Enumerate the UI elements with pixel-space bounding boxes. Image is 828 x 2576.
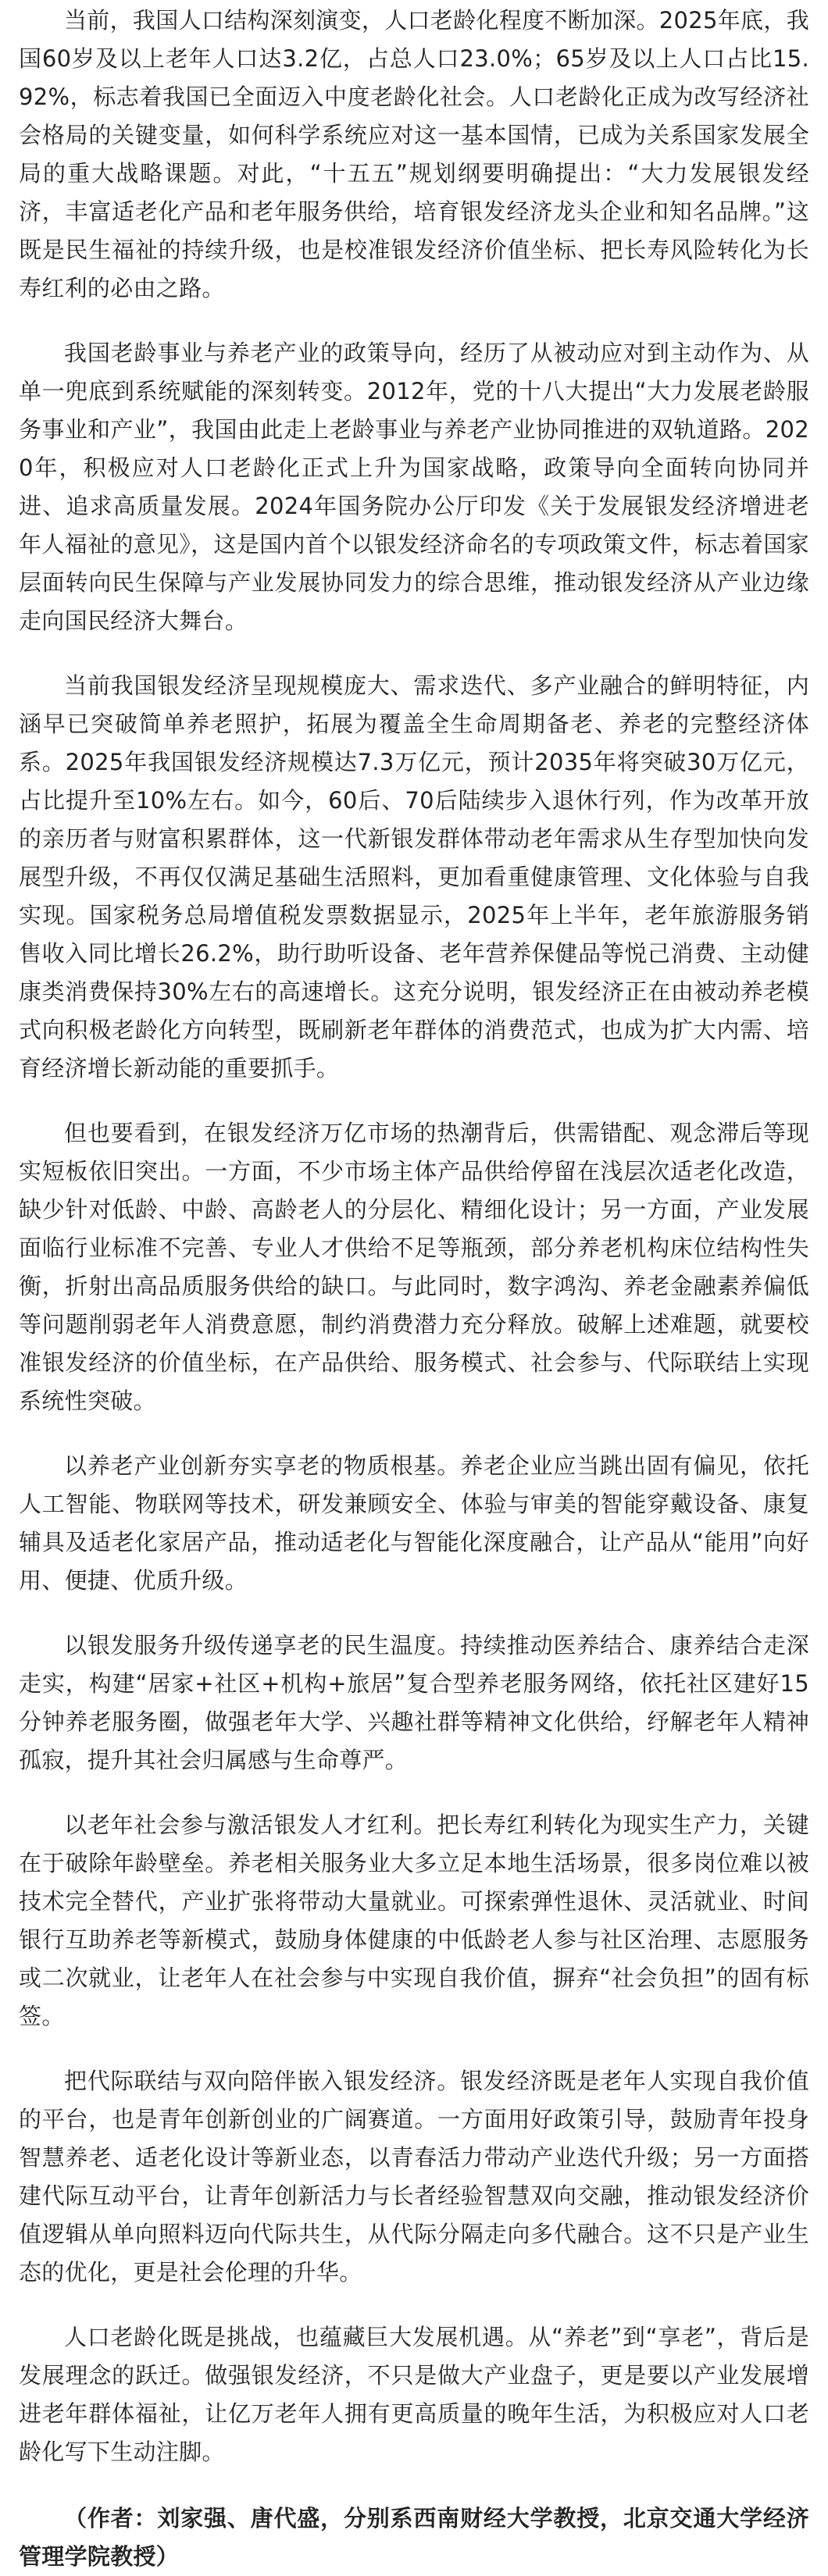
paragraph-policy-evolution: 我国老龄事业与养老产业的政策导向，经历了从被动应对到主动作为、从单一兜底到系统赋能的深刻转变。2012年，党的十八大提出“大力发展老龄服务事业和产业”，我国由此走上老龄事业与养老产业协同推进的双轨道路。2020年，积极应对人口老龄化正式上升为国家战略，政策导向全面转向协同并进、追求高质量发展。2024年国务院办公厅印发《关于发展银发经济增进老年人福祉的意见》，这是国内首个以银发经济命名的专项政策文件，标志着国家层面转向民生保障与产业发展协同发力的综合思维，推动银发经济从产业边缘走向国民经济大舞台。 bbox=[19, 340, 809, 634]
paragraph-shortcomings: 但也要看到，在银发经济万亿市场的热潮背后，供需错配、观念滞后等现实短板依旧突出。一方面，不少市场主体产品供给停留在浅层次适老化改造，缺少针对低龄、中龄、高龄老人的分层化、精细化设计；另一方面，产业发展面临行业标准不完善、专业人才供给不足等瓶颈，部分养老机构床位结构性失衡，折射出高品质服务供给的缺口。与此同时，数字鸿沟、养老金融素养偏低等问题削弱老年人消费意愿，制约消费潜力充分释放。破解上述难题，就要校准银发经济的价值坐标，在产品供给、服务模式、社会参与、代际联结上实现系统性突破。 bbox=[19, 1120, 809, 1414]
paragraph-service-upgrade: 以银发服务升级传递享老的民生温度。持续推动医养结合、康养结合走深走实，构建“居家+社区+机构+旅居”复合型养老服务网络，依托社区建好15分钟养老服务圈，做强老年大学、兴趣社群等精神文化供给，纾解老年人精神孤寂，提升其社会归属感与生命尊严。 bbox=[19, 1632, 809, 1773]
paragraph-social-participation: 以老年社会参与激活银发人才红利。把长寿红利转化为现实生产力，关键在于破除年龄壁垒。养老相关服务业大多立足本地生活场景，很多岗位难以被技术完全替代，产业扩张将带动大量就业。可探索弹性退休、灵活就业、时间银行互助养老等新模式，鼓励身体健康的中低龄老人参与社区治理、志愿服务或二次就业，让老年人在社会参与中实现自我价值，摒弃“社会负担”的固有标签。 bbox=[19, 1812, 809, 2029]
paragraph-intergenerational-link: 把代际联结与双向陪伴嵌入银发经济。银发经济既是老年人实现自我价值的平台，也是青年创新创业的广阔赛道。一方面用好政策引导，鼓励青年投身智慧养老、适老化设计等新业态，以青春活力带动产业迭代升级；另一方面搭建代际互动平台，让青年创新活力与长者经验智慧双向交融，推动银发经济价值逻辑从单向照料迈向代际共生，从代际分隔走向多代融合。这不只是产业生态的优化，更是社会伦理的升华。 bbox=[19, 2068, 809, 2286]
paragraph-conclusion: 人口老龄化既是挑战，也蕴藏巨大发展机遇。从“养老”到“享老”，背后是发展理念的跃迁。做强银发经济，不只是做大产业盘子，更是要以产业发展增进老年群体福祉，让亿万老年人拥有更高质量的晚年生活，为积极应对人口老龄化写下生动注脚。 bbox=[19, 2324, 809, 2465]
paragraph-population-aging: 当前，我国人口结构深刻演变，人口老龄化程度不断加深。2025年底，我国60岁及以上老年人口达3.2亿，占总人口23.0%；65岁及以上人口占比15.92%，标志着我国已全面迈入中度老龄化社会。人口老龄化正成为改写经济社会格局的关键变量，如何科学系统应对这一基本国情，已成为关系国家发展全局的重大战略课题。对此，“十五五”规划纲要明确提出：“大力发展银发经济，丰富适老化产品和老年服务供给，培育银发经济龙头企业和知名品牌。”这既是民生福祉的持续升级，也是校准银发经济价值坐标、把长寿风险转化为长寿红利的必由之路。 bbox=[19, 7, 810, 301]
paragraph-silver-economy-features: 当前我国银发经济呈现规模庞大、需求迭代、多产业融合的鲜明特征，内涵早已突破简单养老照护，拓展为覆盖全生命周期备老、养老的完整经济体系。2025年我国银发经济规模达7.3万亿元，预计2035年将突破30万亿元，占比提升至10%左右。如今，60后、70后陆续步入退休行列，作为改革开放的亲历者与财富积累群体，这一代新银发群体带动老年需求从生存型加快向发展型升级，不再仅仅满足基础生活照料，更加看重健康管理、文化体验与自我实现。国家税务总局增值税发票数据显示，2025年上半年，老年旅游服务销售收入同比增长26.2%，助行助听设备、老年营养保健品等悦己消费、主动健康类消费保持30%左右的高速增长。这充分说明，银发经济正在由被动养老模式向积极老龄化方向转型，既刷新老年群体的消费范式，也成为扩大内需、培育经济增长新动能的重要抓手。 bbox=[19, 672, 809, 1081]
paragraph-industry-innovation: 以养老产业创新夯实享老的物质根基。养老企业应当跳出固有偏见，依托人工智能、物联网等技术，研发兼顾安全、体验与审美的智能穿戴设备、康复辅具及适老化家居产品，推动适老化与智能化深度融合，让产品从“能用”向好用、便捷、优质升级。 bbox=[19, 1452, 809, 1594]
author-note: （作者：刘家强、唐代盛，分别系西南财经大学教授，北京交通大学经济管理学院教授） bbox=[19, 2505, 809, 2570]
